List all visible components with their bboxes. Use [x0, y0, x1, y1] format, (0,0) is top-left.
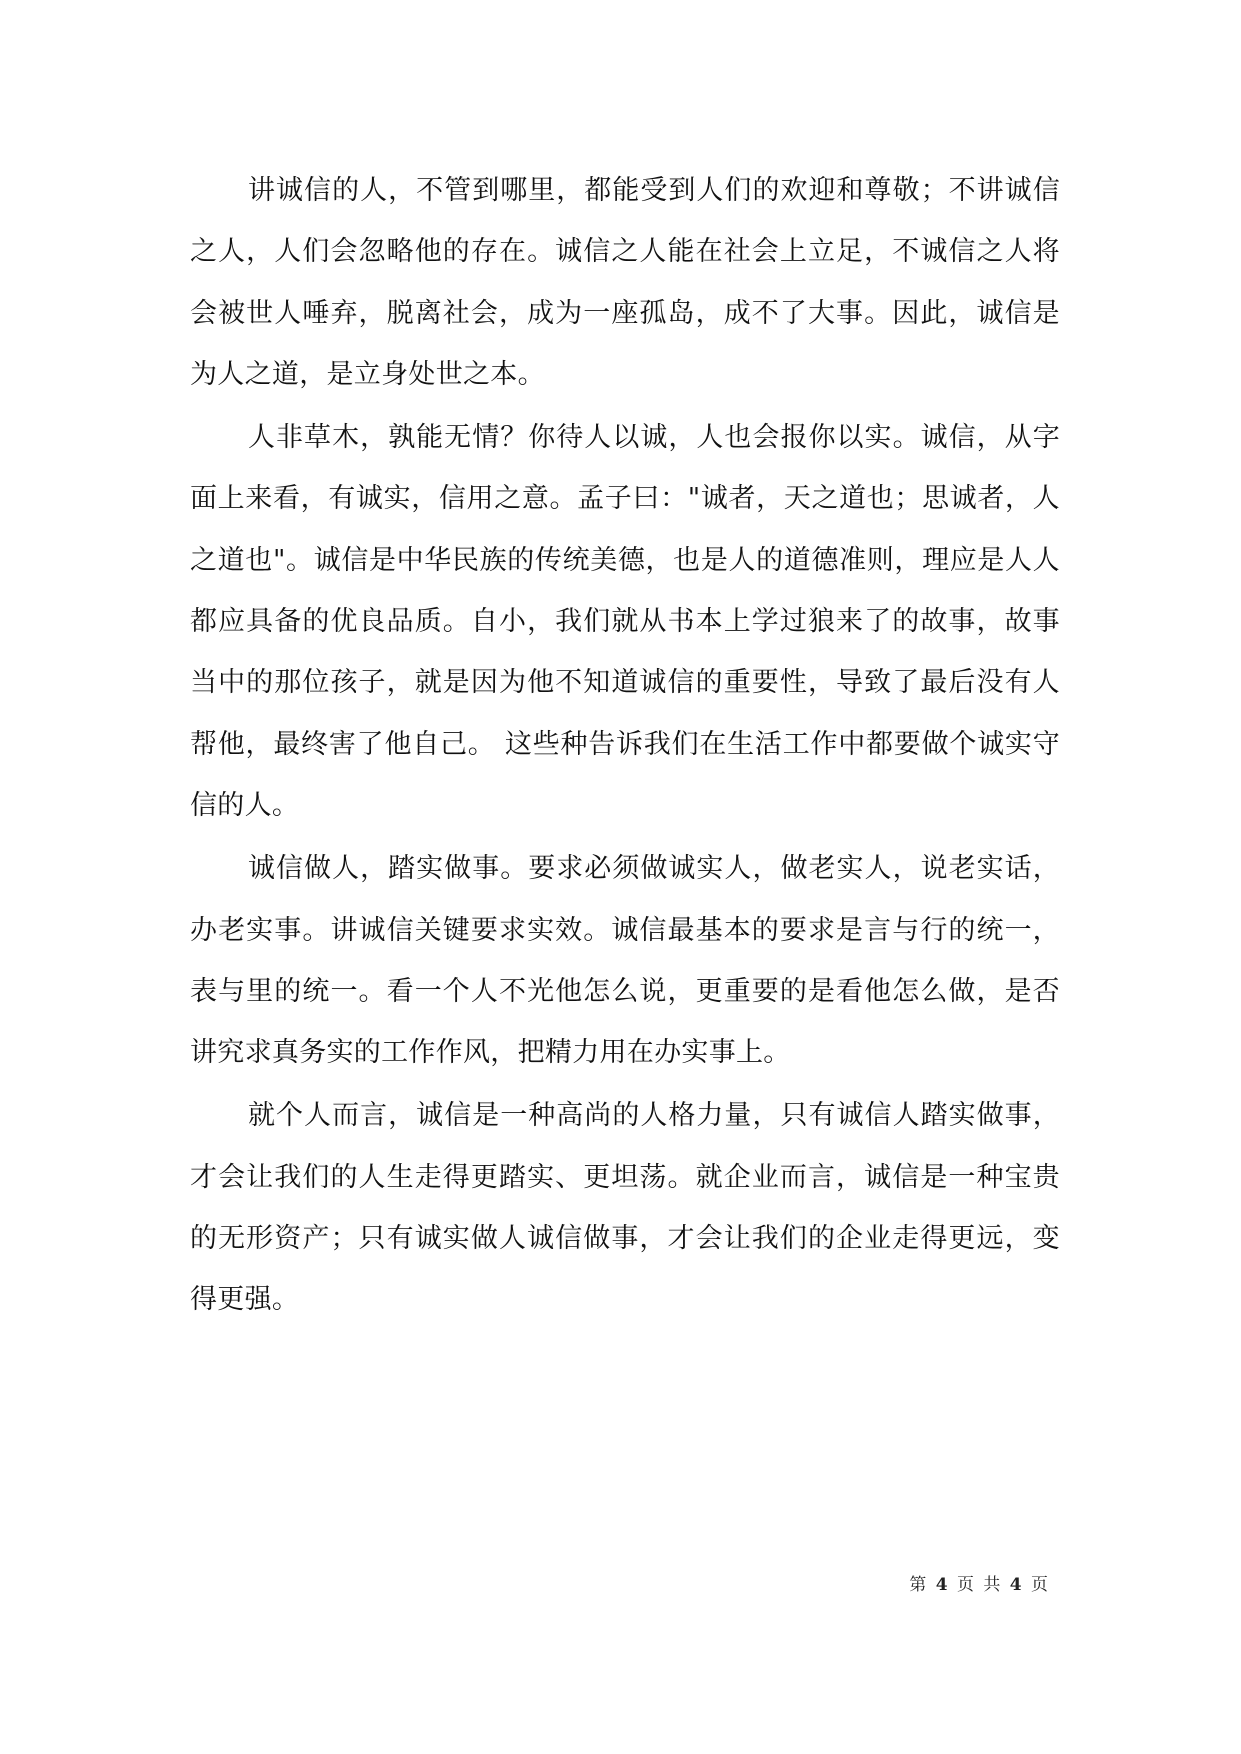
footer-suffix: 页: [1031, 1575, 1050, 1595]
footer-prefix: 第: [909, 1575, 929, 1595]
paragraph-2: 人非草木，孰能无情？你待人以诚，人也会报你以实。诚信，从字面上来看，有诚实，信用之意。孟子曰："诚者，天之道也；思诚者，人之道也"。诚信是中华民族的传统美德，也是人的道德准则，理应是人人都应具备的优良品质。自小，我们就从书本上学过狼来了的故事，故事当中的那位孩子，就是因为他不知道诚信的重要性，导致了最后没有人帮他，最终害了他自己。 这些种告诉我们在生活工作中都要做个诚实守信的人。: [190, 422, 1060, 821]
footer-page-word: 页: [956, 1575, 976, 1595]
page-number-footer: [0, 1570, 1050, 1595]
document-body: [190, 160, 1060, 1333]
paragraph-4: 就个人而言，诚信是一种高尚的人格力量，只有诚信人踏实做事，才会让我们的人生走得更踏实、更坦荡。就企业而言，诚信是一种宝贵的无形资产；只有诚实做人诚信做事，才会让我们的企业走得更远，变得更强。: [190, 1100, 1060, 1316]
current-page-number: 4: [935, 1575, 950, 1595]
footer-total-word: 共: [983, 1575, 1003, 1595]
paragraph-3: 诚信做人，踏实做事。要求必须做诚实人，做老实人，说老实话，办老实事。讲诚信关键要求实效。诚信最基本的要求是言与行的统一，表与里的统一。看一个人不光他怎么说，更重要的是看他怎么做，是否讲究求真务实的工作作风，把精力用在办实事上。: [190, 853, 1060, 1069]
total-page-number: 4: [1009, 1575, 1024, 1595]
paragraph-1: 讲诚信的人，不管到哪里，都能受到人们的欢迎和尊敬；不讲诚信之人，人们会忽略他的存在。诚信之人能在社会上立足，不诚信之人将会被世人唾弃，脱离社会，成为一座孤岛，成不了大事。因此，诚信是为人之道，是立身处世之本。: [190, 175, 1060, 390]
